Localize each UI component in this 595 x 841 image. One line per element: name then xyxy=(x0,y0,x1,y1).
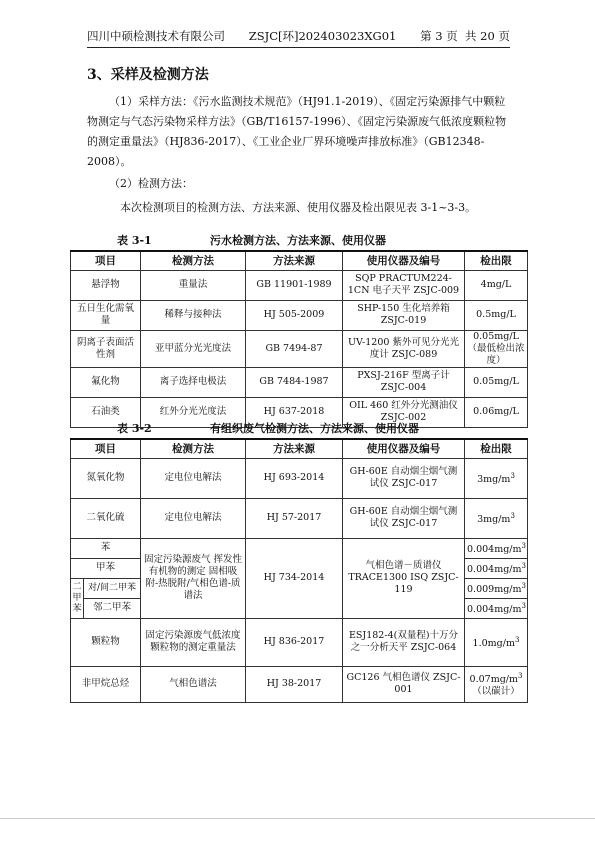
footer-divider xyxy=(0,818,595,819)
page-header xyxy=(87,28,510,48)
table2-header-row xyxy=(71,439,528,458)
table-cell: 阴离子表面活性剂 xyxy=(71,330,141,367)
table-row xyxy=(71,618,528,666)
table-cell: 悬浮物 xyxy=(71,270,141,300)
table-cell: SQP PRACTUM224-1CN 电子天平 ZSJC-009 xyxy=(343,270,465,300)
table-cell: 苯 xyxy=(71,538,141,558)
table2-header: 检测方法 xyxy=(141,439,246,458)
page-info xyxy=(420,28,510,44)
limit-cell: $0.004mg/m^3$ xyxy=(465,558,528,578)
table-cell: GH-60E 自动烟尘烟气测试仪 ZSJC-017 xyxy=(343,458,465,498)
table-cell: 氮氧化物 xyxy=(71,458,141,498)
limit-cell: $0.07mg/m^3$ （以碳计） xyxy=(465,666,528,702)
table1-header: 使用仪器及编号 xyxy=(343,251,465,270)
table-cell: 亚甲蓝分光光度法 xyxy=(141,330,246,367)
table-cell: ESJ182-4(双量程)十万分之一分析天平 ZSJC-064 xyxy=(343,618,465,666)
table-cell: 非甲烷总烃 xyxy=(71,666,141,702)
table-cell: 气相色谱法 xyxy=(141,666,246,702)
table1-caption: 污水检测方法、方法来源、使用仪器 xyxy=(210,234,386,247)
table-cell: GH-60E 自动烟尘烟气测试仪 ZSJC-017 xyxy=(343,498,465,538)
table1-header: 项目 xyxy=(71,251,141,270)
table-row xyxy=(71,538,528,558)
table-cell: 颗粒物 xyxy=(71,618,141,666)
limit-cell: $0.009mg/m^3$ xyxy=(465,578,528,598)
table-cell: 定电位电解法 xyxy=(141,498,246,538)
section-title: 3、采样及检测方法 xyxy=(87,67,209,83)
table-3-2 xyxy=(70,438,528,703)
table-cell: 红外分光光度法 xyxy=(141,397,246,427)
table-cell: 定电位电解法 xyxy=(141,458,246,498)
table-cell: OIL 460 红外分光测油仪 ZSJC-002 xyxy=(343,397,465,427)
table2-caption: 有组织废气检测方法、方法来源、使用仪器 xyxy=(210,422,419,435)
table1-header: 方法来源 xyxy=(246,251,343,270)
table-cell: 氟化物 xyxy=(71,367,141,397)
table-cell: HJ 38-2017 xyxy=(246,666,343,702)
table-row xyxy=(71,270,528,300)
table-cell: 甲苯 xyxy=(71,558,141,578)
detection-method-heading: （2）检测方法： xyxy=(109,177,193,190)
table-cell: 重量法 xyxy=(141,270,246,300)
table-row xyxy=(71,498,528,538)
table-cell: HJ 693-2014 xyxy=(246,458,343,498)
table-cell: 对/间二甲苯 xyxy=(84,578,141,598)
table-cell: GB 7484-1987 xyxy=(246,367,343,397)
table1-header-row xyxy=(71,251,528,270)
table-row xyxy=(71,367,528,397)
table-3-1 xyxy=(70,250,528,428)
table1-caption-no: 表 3-1 xyxy=(117,234,152,247)
table-cell: HJ 836-2017 xyxy=(246,618,343,666)
table2-header: 使用仪器及编号 xyxy=(343,439,465,458)
table2-caption-no: 表 3-2 xyxy=(117,422,152,435)
table-cell: 五日生化需氧量 xyxy=(71,300,141,330)
table-cell: 二氧化硫 xyxy=(71,498,141,538)
table-cell: 0.5mg/L xyxy=(465,300,528,330)
table-row xyxy=(71,300,528,330)
table-cell: 0.05mg/L xyxy=(465,367,528,397)
table-cell: 固定污染源废气 挥发性有机物的测定 固相吸附-热脱附/气相色谱-质谱法 xyxy=(141,538,246,618)
table-cell: 固定污染源废气低浓度颗粒物的测定重量法 xyxy=(141,618,246,666)
table-cell: 0.05mg/L（最低检出浓度） xyxy=(465,330,528,367)
table-cell: 气相色谱－质谱仪 TRACE1300 ISQ ZSJC-119 xyxy=(343,538,465,618)
sampling-method-text: （1）采样方法：《污水监测技术规范》（HJ91.1-2019）、《固定污染源排气中颗粒物测定与气态污染物采样方法》（GB/T16157-1996）、《固定污染源废气低浓度颗粒物的测定重量法》（HJ836-2017）、《工业企业厂界环境噪声排放标准》（GB12348-2008）。 xyxy=(87,95,507,168)
table2-header: 检出限 xyxy=(465,439,528,458)
intro-text: 本次检测项目的检测方法、方法来源、使用仪器及检出限见表 3-1~3-3。 xyxy=(120,201,477,214)
table-cell: HJ 57-2017 xyxy=(246,498,343,538)
table-cell: 4mg/L xyxy=(465,270,528,300)
table-row xyxy=(71,666,528,702)
table-cell: UV-1200 紫外可见分光光度计 ZSJC-089 xyxy=(343,330,465,367)
table-cell: SHP-150 生化培养箱 ZSJC-019 xyxy=(343,300,465,330)
table-cell: 邻二甲苯 xyxy=(84,598,141,618)
table-cell: 离子选择电极法 xyxy=(141,367,246,397)
table-cell: GB 11901-1989 xyxy=(246,270,343,300)
table2-header: 项目 xyxy=(71,439,141,458)
report-number: ZSJC[环]202403023XG01 xyxy=(248,29,397,43)
table-cell: 石油类 xyxy=(71,397,141,427)
limit-cell: $3mg/m^3$ xyxy=(465,498,528,538)
table-row xyxy=(71,458,528,498)
table-cell: HJ 637-2018 xyxy=(246,397,343,427)
table-cell: GC126 气相色谱仪 ZSJC-001 xyxy=(343,666,465,702)
table-row xyxy=(71,330,528,367)
table-cell: 0.06mg/L xyxy=(465,397,528,427)
limit-cell: $1.0mg/m^3$ xyxy=(465,618,528,666)
table-cell: HJ 734-2014 xyxy=(246,538,343,618)
limit-cell: $3mg/m^3$ xyxy=(465,458,528,498)
page-number: 第 3 页 xyxy=(420,29,458,43)
table-cell: 稀释与接种法 xyxy=(141,300,246,330)
page-total: 共 20 页 xyxy=(465,29,510,43)
table-cell: PXSJ-216F 型离子计 ZSJC-004 xyxy=(343,367,465,397)
table1-header: 检出限 xyxy=(465,251,528,270)
xylene-group-cell: 二甲苯 xyxy=(71,578,84,618)
limit-cell: $0.004mg/m^3$ xyxy=(465,538,528,558)
company-name: 四川中硕检测技术有限公司 xyxy=(87,29,225,43)
table2-header: 方法来源 xyxy=(246,439,343,458)
table-cell: GB 7494-87 xyxy=(246,330,343,367)
table1-header: 检测方法 xyxy=(141,251,246,270)
table-cell: HJ 505-2009 xyxy=(246,300,343,330)
limit-cell: $0.004mg/m^3$ xyxy=(465,598,528,618)
